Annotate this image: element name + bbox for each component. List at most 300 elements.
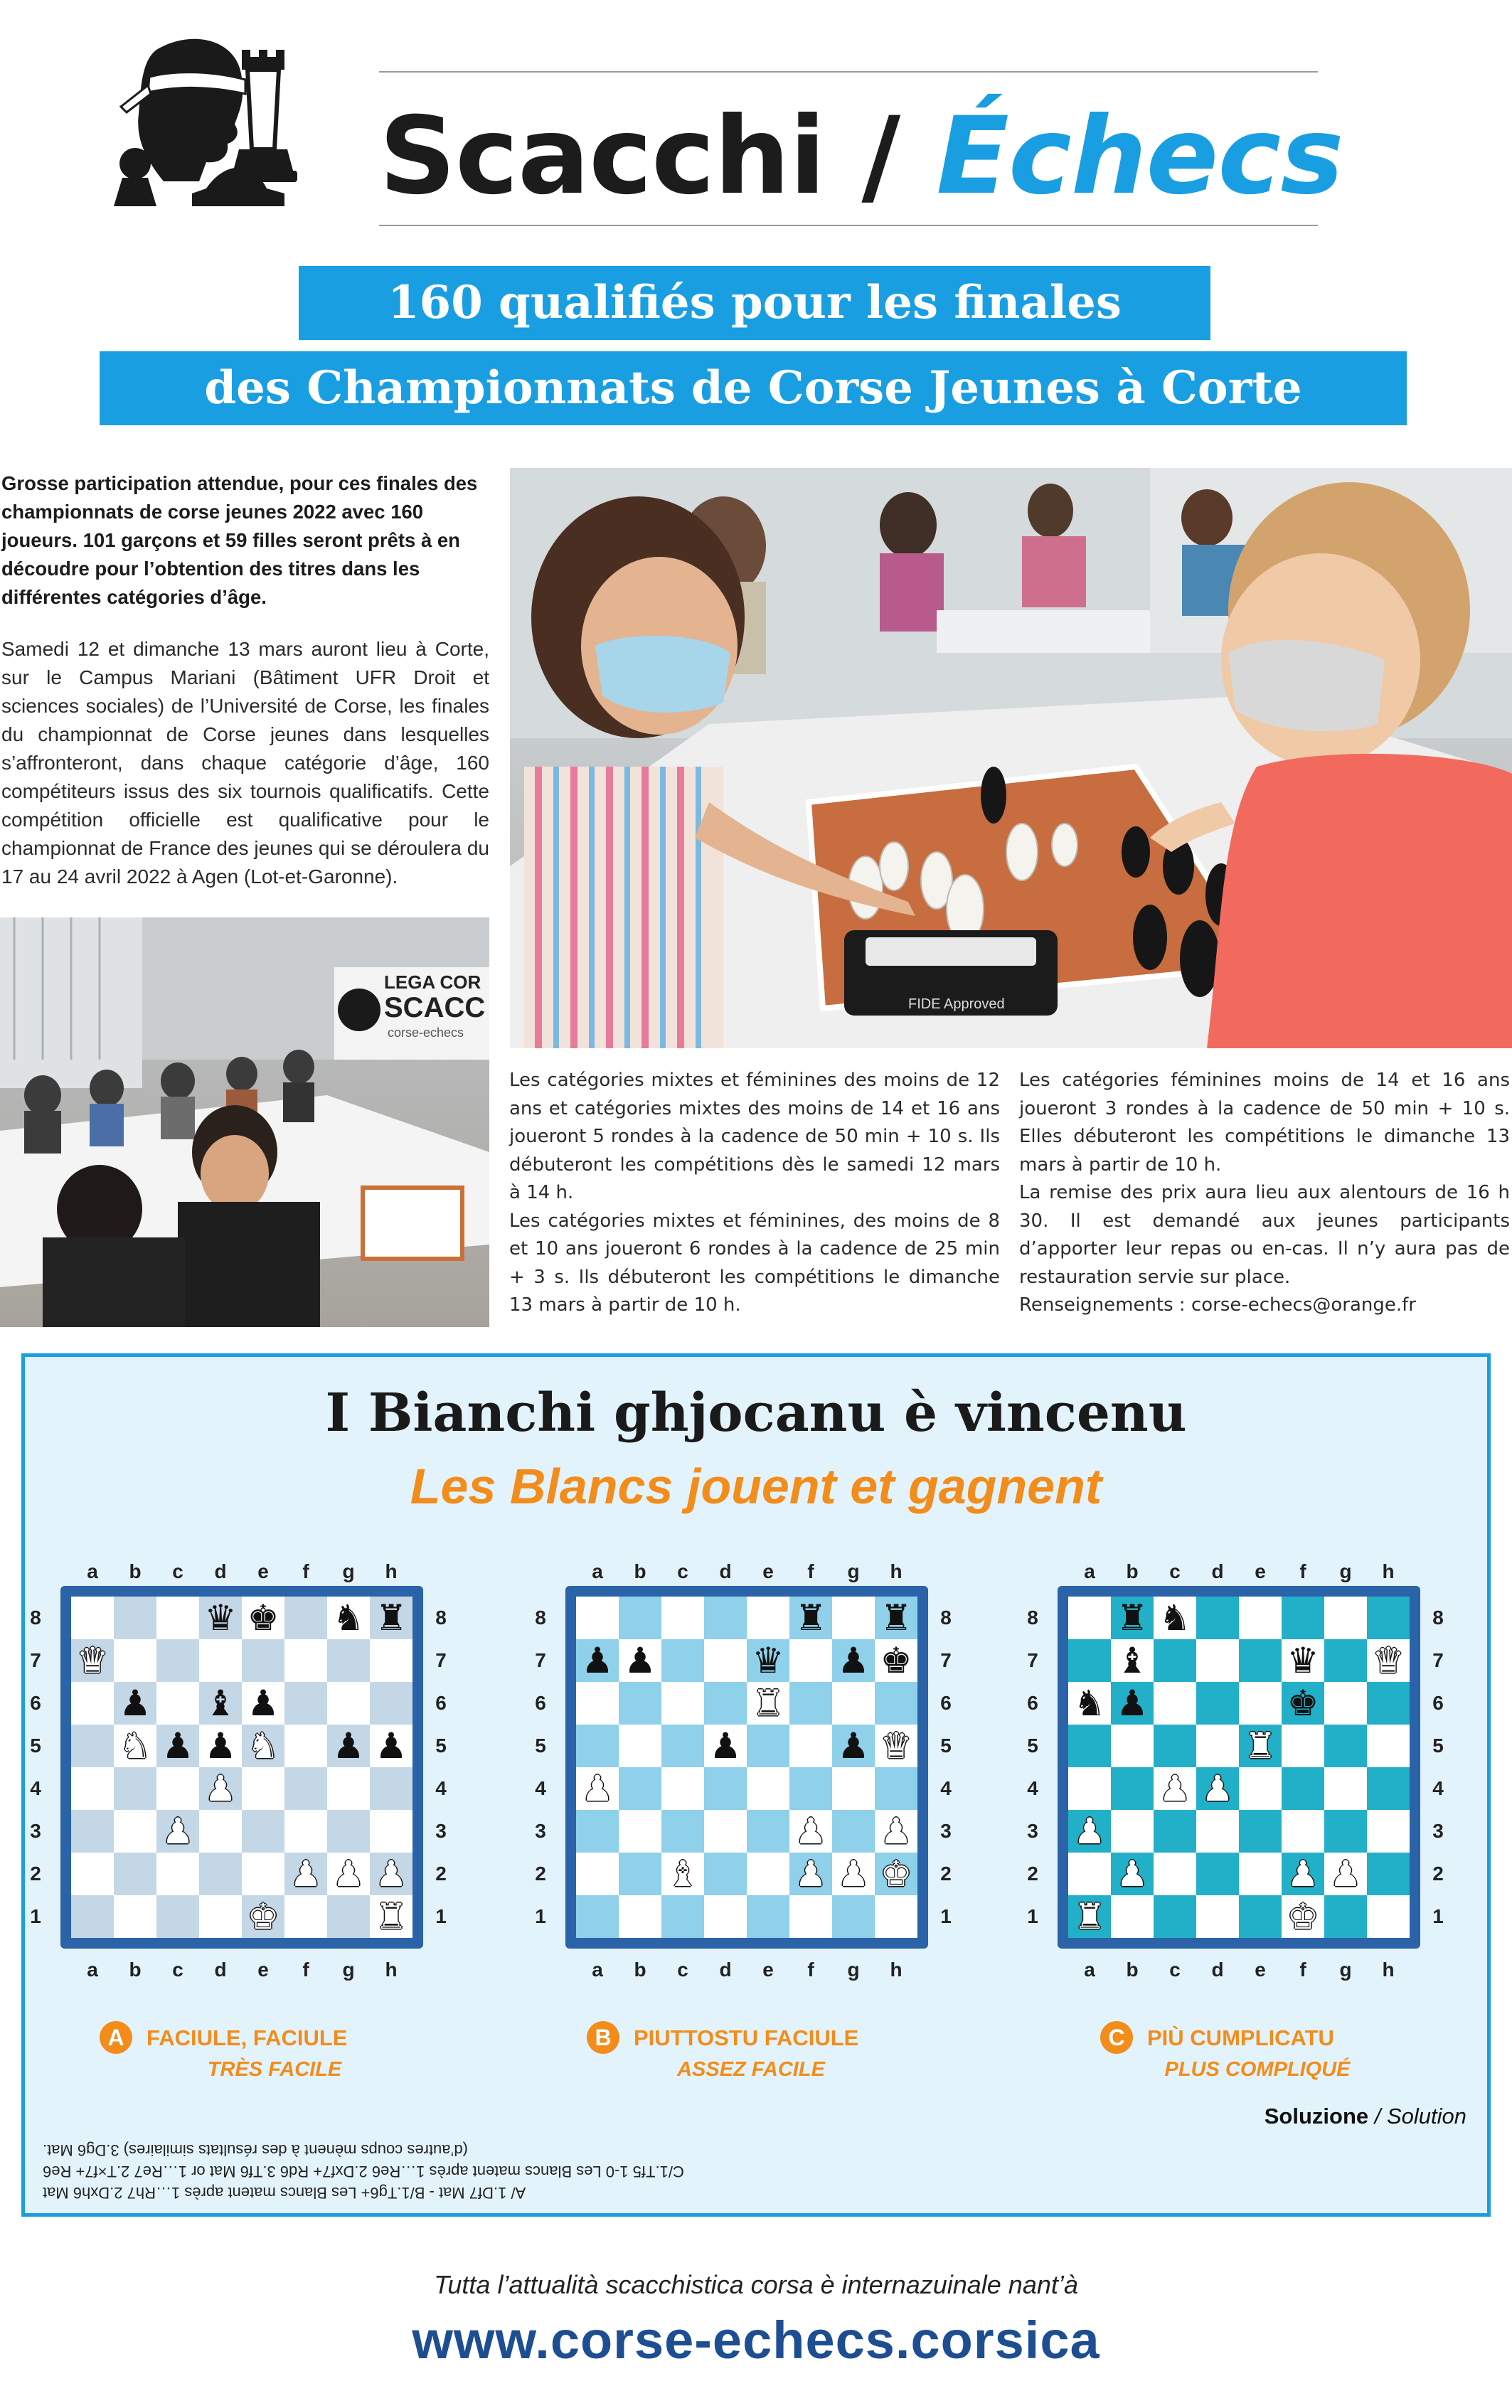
board-square: [199, 1597, 242, 1639]
rank-labels-left: [1018, 1597, 1047, 1938]
rank-label: 7: [30, 1649, 41, 1671]
file-label: d: [1211, 1959, 1224, 1981]
board-square: [704, 1639, 747, 1682]
black-pawn-icon: ♟: [1116, 1683, 1149, 1724]
white-queen-icon: ♛: [1372, 1640, 1405, 1681]
white-pawn-icon: ♟: [1116, 1853, 1149, 1895]
board-square: [875, 1725, 917, 1767]
black-queen-icon: ♛: [1287, 1640, 1319, 1681]
board-square: [284, 1853, 327, 1895]
puzzle-board-b: [526, 1529, 953, 2013]
difficulty-c-french: PLUS COMPLIQUÉ: [1164, 2058, 1351, 2081]
rank-label: 8: [30, 1607, 41, 1629]
board-square: [114, 1810, 156, 1853]
board-square: [1068, 1853, 1111, 1895]
board-square: [1068, 1725, 1111, 1767]
board-square: [1068, 1597, 1111, 1639]
board-square: [832, 1682, 875, 1725]
board-square: [327, 1767, 370, 1810]
rank-label: 2: [535, 1863, 546, 1885]
board-square: [789, 1853, 832, 1895]
board-square: [327, 1725, 370, 1767]
headline-line-1: 160 qualifiés pour les finales: [299, 266, 1210, 340]
rank-label: 4: [435, 1777, 447, 1799]
chessboard-grid: [71, 1597, 412, 1938]
file-label: c: [677, 1560, 688, 1582]
board-square: [199, 1853, 242, 1895]
file-labels-bottom: [71, 1956, 412, 1984]
difficulty-b-corsican: PIUTTOSTU FACIULE: [634, 2025, 859, 2050]
board-square: [1324, 1853, 1367, 1895]
solution-line-2: C/1.Tf5 1-0 Les Blancs matent après 1…Re6 2.Dxf7+ Rd6 3.Tf6 Mat or 1…Re7 2.T×f7+ Re6: [43, 2163, 684, 2180]
board-square: [704, 1810, 747, 1853]
board-square: [661, 1810, 704, 1853]
black-pawn-icon: ♟: [119, 1683, 151, 1724]
puzzle-title: I Bianchi ghjocanu è vincenu: [325, 1383, 1187, 1444]
board-square: [1196, 1639, 1239, 1682]
board-square: [1111, 1639, 1154, 1682]
league-banner-line-3: corse-echecs: [388, 1025, 464, 1040]
file-label: b: [1126, 1560, 1139, 1582]
article-column-3-paragraph-2: La remise des prix aura lieu aux alentours de 16 h 30. Il est demandé aux jeunes participants d’apporter leur repas ou en-cas. Il n’y aura pas de restauration servie sur place.: [1019, 1182, 1510, 1288]
league-banner: [334, 967, 489, 1060]
black-knight-icon: ♞: [332, 1597, 365, 1639]
board-square: [832, 1767, 875, 1810]
black-queen-icon: ♛: [752, 1640, 784, 1681]
file-label: e: [762, 1560, 774, 1582]
rank-labels-right: [1424, 1597, 1452, 1938]
article-paragraph-1: Samedi 12 et dimanche 13 mars auront lieu à Corte, sur le Campus Mariani (Bâtiment UFR Droit et sciences sociales) de l’Université de Corse, les finales du championnat de Corse jeunes dans lesquelles s’affronteront, dans chaque catégorie d’âge, 160 compétiteurs issus des six tournois qualificatifs. Cette compétition officielle est qualificative pour le championnat de France des jeunes qui se déroulera du 17 au 24 avril 2022 à Agen (Lot-et-Garonne).: [1, 638, 489, 888]
rank-label: 1: [30, 1905, 41, 1927]
white-pawn-icon: ♟: [837, 1853, 870, 1895]
board-square: [1196, 1767, 1239, 1810]
file-label: h: [1382, 1959, 1395, 1981]
file-label: h: [890, 1560, 903, 1582]
board-square: [156, 1597, 199, 1639]
rank-label: 2: [940, 1863, 952, 1885]
white-pawn-icon: ♟: [1287, 1853, 1319, 1895]
board-square: [1154, 1853, 1196, 1895]
board-square: [156, 1810, 199, 1853]
board-square: [284, 1597, 327, 1639]
white-pawn-icon: ♟: [1159, 1768, 1191, 1809]
board-square: [704, 1597, 747, 1639]
file-label: a: [1084, 1560, 1095, 1582]
black-king-icon: ♚: [247, 1597, 279, 1639]
rank-label: 2: [435, 1863, 447, 1885]
board-square: [875, 1682, 917, 1725]
headline-line-2: des Championnats de Corse Jeunes à Corte: [100, 351, 1407, 425]
black-pawn-icon: ♟: [581, 1640, 614, 1681]
board-square: [242, 1767, 284, 1810]
board-square: [370, 1597, 412, 1639]
file-label: g: [1339, 1560, 1352, 1582]
board-square: [1282, 1639, 1324, 1682]
file-labels-top: [1068, 1557, 1410, 1586]
rank-label: 6: [940, 1692, 952, 1714]
rank-label: 3: [535, 1820, 546, 1842]
file-label: h: [1382, 1560, 1395, 1582]
difficulty-badge-a: A: [100, 2021, 132, 2054]
board-square: [789, 1767, 832, 1810]
board-square: [1367, 1853, 1410, 1895]
board-square: [114, 1597, 156, 1639]
board-square: [1111, 1853, 1154, 1895]
masthead-title: [379, 96, 1375, 217]
board-square: [1282, 1597, 1324, 1639]
white-rook-icon: ♜: [1073, 1896, 1106, 1937]
board-square: [1111, 1597, 1154, 1639]
black-pawn-icon: ♟: [837, 1725, 870, 1767]
file-label: b: [129, 1959, 142, 1981]
file-labels-top: [576, 1557, 917, 1586]
file-label: g: [1339, 1959, 1352, 1981]
white-pawn-icon: ♟: [161, 1811, 194, 1852]
board-square: [1196, 1597, 1239, 1639]
black-knight-icon: ♞: [1159, 1597, 1191, 1639]
bottom-rule: [379, 225, 1318, 226]
white-pawn-icon: ♟: [332, 1853, 365, 1895]
board-square: [370, 1895, 412, 1938]
board-square: [1324, 1895, 1367, 1938]
board-square: [71, 1639, 114, 1682]
board-square: [1111, 1682, 1154, 1725]
board-square: [114, 1895, 156, 1938]
board-square: [1239, 1597, 1282, 1639]
file-label: f: [302, 1959, 309, 1981]
board-square: [1111, 1895, 1154, 1938]
rank-label: 6: [1027, 1692, 1038, 1714]
board-square: [1068, 1682, 1111, 1725]
board-square: [199, 1810, 242, 1853]
board-square: [619, 1597, 661, 1639]
chessboard-grid: [576, 1597, 917, 1938]
board-square: [242, 1810, 284, 1853]
board-square: [114, 1853, 156, 1895]
difficulty-c-corsican: PIÙ CUMPLICATU: [1147, 2025, 1334, 2050]
white-rook-icon: ♜: [375, 1896, 408, 1937]
board-square: [661, 1725, 704, 1767]
board-square: [284, 1810, 327, 1853]
board-square: [832, 1725, 875, 1767]
board-square: [661, 1895, 704, 1938]
board-square: [1239, 1682, 1282, 1725]
board-square: [1367, 1767, 1410, 1810]
file-label: f: [1299, 1560, 1306, 1582]
board-square: [1154, 1895, 1196, 1938]
black-king-icon: ♚: [1287, 1683, 1319, 1724]
board-square: [1154, 1682, 1196, 1725]
file-label: a: [87, 1560, 98, 1582]
white-pawn-icon: ♟: [289, 1853, 322, 1895]
article-column-3: [1019, 1067, 1510, 1320]
chessboard-grid: [1068, 1597, 1410, 1938]
board-square: [832, 1810, 875, 1853]
rank-label: 2: [30, 1863, 41, 1885]
board-square: [114, 1725, 156, 1767]
black-pawn-icon: ♟: [204, 1725, 237, 1767]
file-label: c: [172, 1560, 183, 1582]
board-square: [199, 1767, 242, 1810]
board-square: [1324, 1682, 1367, 1725]
board-square: [789, 1597, 832, 1639]
file-label: b: [634, 1959, 646, 1981]
file-label: b: [129, 1560, 142, 1582]
board-square: [327, 1895, 370, 1938]
board-square: [1239, 1639, 1282, 1682]
rank-label: 8: [535, 1607, 546, 1629]
file-label: e: [257, 1959, 269, 1981]
rank-labels-left: [526, 1597, 555, 1938]
board-square: [1154, 1810, 1196, 1853]
board-square: [747, 1810, 789, 1853]
board-square: [875, 1767, 917, 1810]
board-square: [284, 1725, 327, 1767]
board-square: [1367, 1895, 1410, 1938]
rank-label: 5: [1432, 1735, 1444, 1757]
board-square: [71, 1682, 114, 1725]
board-square: [576, 1597, 619, 1639]
black-queen-icon: ♛: [204, 1597, 237, 1639]
masthead-title-echecs: Échecs: [936, 95, 1343, 218]
file-label: c: [172, 1959, 183, 1981]
board-square: [71, 1853, 114, 1895]
board-square: [242, 1639, 284, 1682]
board-square: [704, 1682, 747, 1725]
rank-label: 5: [1027, 1735, 1038, 1757]
white-pawn-icon: ♟: [794, 1811, 827, 1852]
rank-label: 3: [1027, 1820, 1038, 1842]
file-label: h: [385, 1959, 398, 1981]
board-square: [875, 1810, 917, 1853]
board-square: [704, 1895, 747, 1938]
file-label: a: [1084, 1959, 1095, 1981]
board-square: [1324, 1810, 1367, 1853]
board-square: [1196, 1853, 1239, 1895]
rank-label: 3: [1432, 1820, 1444, 1842]
file-label: e: [762, 1959, 774, 1981]
difficulty-badge-c: C: [1100, 2021, 1133, 2054]
board-square: [875, 1853, 917, 1895]
rank-label: 5: [535, 1735, 546, 1757]
board-square: [661, 1682, 704, 1725]
rank-label: 3: [30, 1820, 41, 1842]
board-square: [1367, 1597, 1410, 1639]
rank-label: 6: [435, 1692, 447, 1714]
board-square: [576, 1810, 619, 1853]
board-square: [875, 1895, 917, 1938]
rank-label: 5: [940, 1735, 952, 1757]
black-rook-icon: ♜: [794, 1597, 827, 1639]
rank-label: 4: [1027, 1777, 1038, 1799]
file-label: g: [342, 1560, 355, 1582]
rank-label: 1: [940, 1905, 952, 1927]
white-pawn-icon: ♟: [204, 1768, 237, 1809]
board-square: [1367, 1810, 1410, 1853]
white-pawn-icon: ♟: [1073, 1811, 1106, 1852]
board-square: [576, 1682, 619, 1725]
file-labels-bottom: [1068, 1956, 1410, 1984]
rank-label: 6: [535, 1692, 546, 1714]
file-label: f: [1299, 1959, 1306, 1981]
rank-label: 2: [1432, 1863, 1444, 1885]
file-label: d: [719, 1560, 732, 1582]
board-square: [875, 1597, 917, 1639]
rank-label: 1: [535, 1905, 546, 1927]
footer-website-link[interactable]: www.corse-echecs.corsica: [412, 2311, 1100, 2370]
top-rule: [379, 71, 1318, 73]
board-square: [1111, 1810, 1154, 1853]
difficulty-a-french: TRÈS FACILE: [207, 2058, 342, 2081]
white-bishop-icon: ♝: [666, 1853, 699, 1895]
file-label: f: [807, 1560, 814, 1582]
board-square: [747, 1767, 789, 1810]
board-square: [199, 1725, 242, 1767]
board-square: [661, 1853, 704, 1895]
puzzle-board-c: [1018, 1529, 1445, 2013]
black-bishop-icon: ♝: [204, 1683, 237, 1724]
black-rook-icon: ♜: [880, 1597, 912, 1639]
rank-label: 7: [1027, 1649, 1038, 1671]
photo-tournament-hall: [0, 917, 489, 1327]
file-label: e: [257, 1560, 269, 1582]
board-square: [370, 1725, 412, 1767]
board-square: [327, 1853, 370, 1895]
board-square: [1154, 1725, 1196, 1767]
board-square: [71, 1725, 114, 1767]
solution-text-upside-down: [43, 2135, 1444, 2203]
file-labels-top: [71, 1557, 412, 1586]
board-square: [619, 1767, 661, 1810]
board-square: [327, 1810, 370, 1853]
solution-heading: [1265, 2102, 1466, 2131]
league-banner-line-2: SCACC: [384, 992, 486, 1023]
black-pawn-icon: ♟: [332, 1725, 365, 1767]
black-pawn-icon: ♟: [624, 1640, 656, 1681]
file-label: d: [214, 1959, 227, 1981]
board-square: [156, 1639, 199, 1682]
board-square: [1196, 1810, 1239, 1853]
board-square: [747, 1639, 789, 1682]
white-pawn-icon: ♟: [1201, 1768, 1234, 1809]
board-square: [832, 1895, 875, 1938]
board-square: [1367, 1639, 1410, 1682]
rank-label: 7: [435, 1649, 447, 1671]
league-banner-line-1: LEGA COR: [384, 971, 481, 993]
difficulty-b-french: ASSEZ FACILE: [677, 2058, 825, 2081]
file-labels-bottom: [576, 1956, 917, 1984]
rank-label: 3: [435, 1820, 447, 1842]
board-square: [1367, 1725, 1410, 1767]
rank-label: 1: [435, 1905, 447, 1927]
board-square: [661, 1767, 704, 1810]
file-label: d: [214, 1560, 227, 1582]
board-square: [242, 1682, 284, 1725]
rank-label: 5: [435, 1735, 447, 1757]
white-queen-icon: ♛: [880, 1725, 912, 1767]
solution-line-1: A/ 1.Df7 Mat - B/1.Tg6+ Les Blancs matent après 1…Rh7 2.Dxh6 Mat: [43, 2184, 526, 2202]
board-square: [576, 1767, 619, 1810]
board-square: [284, 1767, 327, 1810]
board-square: [242, 1597, 284, 1639]
board-square: [789, 1895, 832, 1938]
rank-label: 4: [30, 1777, 41, 1799]
rank-label: 1: [1027, 1905, 1038, 1927]
white-king-icon: ♚: [880, 1853, 912, 1895]
photo-children-playing-chess: [510, 468, 1512, 1048]
board-square: [1154, 1767, 1196, 1810]
chess-clock: [844, 930, 1058, 1016]
board-square: [832, 1597, 875, 1639]
board-square: [619, 1810, 661, 1853]
board-square: [242, 1725, 284, 1767]
board-square: [370, 1767, 412, 1810]
board-square: [661, 1639, 704, 1682]
board-square: [576, 1895, 619, 1938]
board-square: [1239, 1767, 1282, 1810]
board-square: [1068, 1895, 1111, 1938]
file-label: h: [890, 1959, 903, 1981]
rank-labels-right: [427, 1597, 455, 1938]
article-lead: Grosse participation attendue, pour ces finales des championnats de corse jeunes 2022 avec 160 joueurs. 101 garçons et 59 filles seront prêts à en découdre pour l’obtention des titres dans les différentes catégories d’âge.: [1, 472, 478, 608]
board-square: [576, 1725, 619, 1767]
rank-label: 1: [1432, 1905, 1444, 1927]
board-square: [747, 1682, 789, 1725]
white-rook-icon: ♜: [1244, 1725, 1277, 1767]
board-square: [71, 1895, 114, 1938]
black-rook-icon: ♜: [375, 1597, 408, 1639]
file-label: e: [1255, 1959, 1266, 1981]
puzzle-subtitle: Les Blancs jouent et gagnent: [410, 1459, 1102, 1514]
board-square: [1196, 1682, 1239, 1725]
board-square: [747, 1895, 789, 1938]
board-square: [1196, 1725, 1239, 1767]
board-square: [1324, 1639, 1367, 1682]
file-label: a: [592, 1959, 603, 1981]
board-square: [704, 1853, 747, 1895]
board-square: [327, 1597, 370, 1639]
board-square: [1282, 1810, 1324, 1853]
file-label: c: [1169, 1560, 1181, 1582]
board-square: [789, 1682, 832, 1725]
rank-label: 4: [940, 1777, 952, 1799]
board-square: [1239, 1725, 1282, 1767]
file-label: g: [847, 1959, 860, 1981]
board-square: [619, 1682, 661, 1725]
white-rook-icon: ♜: [752, 1683, 784, 1724]
board-square: [199, 1639, 242, 1682]
board-square: [1367, 1682, 1410, 1725]
board-square: [284, 1895, 327, 1938]
board-square: [1111, 1725, 1154, 1767]
board-square: [370, 1682, 412, 1725]
board-square: [619, 1639, 661, 1682]
white-pawn-icon: ♟: [375, 1853, 408, 1895]
board-square: [747, 1725, 789, 1767]
masthead-title-scacchi: Scacchi /: [379, 95, 937, 218]
clock-label: FIDE Approved: [908, 996, 1005, 1012]
board-square: [156, 1853, 199, 1895]
board-square: [327, 1682, 370, 1725]
rank-label: 8: [940, 1607, 952, 1629]
board-square: [1068, 1810, 1111, 1853]
black-pawn-icon: ♟: [247, 1683, 279, 1724]
board-square: [71, 1810, 114, 1853]
board-square: [1282, 1682, 1324, 1725]
rank-label: 6: [1432, 1692, 1444, 1714]
rank-label: 7: [1432, 1649, 1444, 1671]
black-rook-icon: ♜: [1116, 1597, 1149, 1639]
